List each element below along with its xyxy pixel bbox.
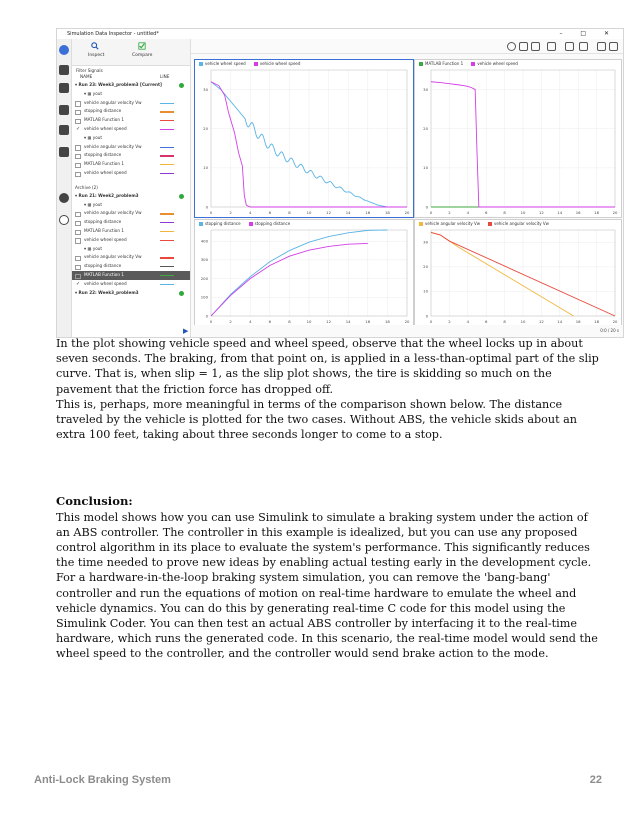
gear-icon[interactable] [609, 42, 618, 51]
signal-row[interactable] [72, 271, 190, 280]
paragraph-comparison: This is, perhaps, more meaningful in terms of the comparison shown below. The distance traveled by the vehicle is plotted for the two cases. Without ABS, the vehicle skids about an extra 100 feet, taking about three seconds longer to come to a stop. [56, 397, 578, 442]
page-number: 22 [589, 774, 602, 786]
y-tick-label: 20 [203, 126, 208, 132]
plot-2[interactable] [414, 59, 622, 218]
x-tick-label: 0 [209, 319, 213, 324]
x-tick-label: 20 [612, 319, 618, 324]
footer-title: Anti-Lock Braking System [34, 774, 171, 786]
signal-label: vehicle wheel speed [84, 126, 127, 131]
series-line [211, 230, 387, 316]
signal-label: stopping distance [84, 219, 122, 225]
sdi-screenshot [56, 28, 624, 338]
signal-label: vehicle wheel speed [84, 280, 127, 286]
left-toolbar [57, 39, 72, 337]
signal-label: stopping distance [84, 152, 122, 158]
checkbox[interactable] [75, 265, 81, 271]
x-tick-label: 20 [612, 210, 618, 215]
x-tick-label: 12 [538, 210, 544, 215]
clear-icon[interactable] [565, 42, 574, 51]
x-tick-label: 12 [326, 210, 332, 215]
checkbox-checked-icon: ✓ [76, 126, 81, 132]
legend-entry: vehicle wheel speed [254, 61, 301, 66]
checkbox[interactable] [75, 119, 81, 125]
x-tick-label: 14 [557, 210, 563, 215]
play-icon[interactable]: ▶ [183, 327, 189, 335]
run-label: ▾ Run 21: Week2_problem3 [75, 192, 139, 198]
signal-row[interactable] [72, 227, 190, 236]
paragraph-conclusion-1: This model shows how you can use Simulink to simulate a braking system under the action of an ABS controller. The controller in this example is idealized, but you can use any proposed control algorithm in its place to evaluate the system's performance. This significantly reduces the time needed to prove new ideas by enabling actual testing early in the development cycle. [56, 510, 592, 570]
pan-icon[interactable] [519, 42, 528, 51]
signal-row[interactable] [72, 253, 190, 262]
legend-entry: vehicle wheel speed [471, 61, 518, 66]
y-tick-label: 400 [200, 238, 208, 244]
run-label: ▾ Run 22: Week3_problem3 [75, 289, 139, 295]
y-tick-label: 30 [423, 239, 428, 245]
signal-label: vehicle angular velocity Vw [84, 99, 142, 105]
camera-icon[interactable] [597, 42, 606, 51]
x-tick-label: 8 [288, 319, 291, 324]
checkbox[interactable] [75, 145, 81, 151]
line-swatch [160, 147, 174, 148]
line-swatch [160, 164, 174, 165]
save-icon[interactable] [59, 83, 69, 93]
y-tick-label: 0 [205, 313, 208, 319]
checkbox[interactable] [75, 230, 81, 236]
line-swatch [160, 155, 174, 156]
x-tick-label: 16 [365, 319, 371, 324]
checkbox[interactable] [75, 274, 81, 280]
upload-icon[interactable] [59, 125, 69, 135]
x-tick-label: 18 [384, 319, 390, 324]
x-tick-label: 8 [503, 319, 506, 324]
signal-label: vehicle wheel speed [84, 236, 127, 242]
add-icon[interactable] [59, 45, 69, 55]
zoom-icon[interactable] [507, 42, 516, 51]
plot-canvas [195, 220, 413, 326]
y-tick-label: 30 [423, 86, 428, 92]
signal-row[interactable] [72, 151, 190, 160]
tab-compare[interactable]: Compare [132, 53, 153, 58]
line-swatch [160, 284, 174, 285]
signal-label: MATLAB Function 1 [84, 272, 125, 277]
plot-canvas [195, 60, 413, 217]
x-tick-label: 14 [557, 319, 563, 324]
checkbox[interactable] [75, 238, 81, 244]
signal-group-label: ▾ ▦ yout [84, 90, 103, 96]
x-tick-label: 16 [575, 210, 581, 215]
panel-tabs [72, 39, 190, 66]
x-tick-label: 12 [326, 319, 332, 324]
legend-entry: vehicle angular velocity Vw [419, 221, 480, 226]
signal-row[interactable] [72, 218, 190, 227]
signal-group-label: ▾ ▦ yout [84, 245, 103, 251]
run-status-dot [179, 83, 184, 88]
x-tick-label: 4 [466, 319, 470, 324]
run-status-dot [179, 194, 184, 199]
run-header[interactable] [72, 192, 190, 201]
x-tick-label: 18 [384, 210, 390, 215]
checkbox[interactable] [75, 212, 81, 218]
window-titlebar [57, 29, 623, 39]
x-tick-label: 2 [229, 319, 232, 324]
window-controls[interactable]: – □ ✕ [559, 30, 617, 37]
x-tick-label: 8 [503, 210, 506, 215]
checkbox[interactable] [75, 221, 81, 227]
y-tick-label: 10 [203, 165, 208, 171]
y-tick-label: 20 [423, 264, 428, 270]
signal-group[interactable] [72, 245, 190, 254]
plot-3[interactable] [194, 219, 414, 327]
x-tick-label: 16 [575, 319, 581, 324]
line-swatch [160, 173, 174, 174]
plot-1[interactable] [194, 59, 414, 218]
x-tick-label: 0 [209, 210, 213, 215]
x-tick-label: 18 [594, 210, 600, 215]
signals-panel [72, 39, 191, 337]
help-icon[interactable] [59, 215, 69, 225]
signal-row[interactable] [72, 262, 190, 271]
search-icon [91, 42, 99, 50]
x-tick-label: 2 [448, 319, 451, 324]
tab-inspect[interactable]: Inspect [88, 53, 105, 58]
y-tick-label: 30 [203, 86, 208, 92]
layout-icon[interactable] [579, 42, 588, 51]
x-tick-label: 6 [484, 319, 488, 324]
plot-canvas [415, 60, 621, 217]
x-tick-label: 4 [248, 319, 252, 324]
signal-label: vehicle angular velocity Vw [84, 254, 142, 260]
x-tick-label: 2 [448, 210, 451, 215]
signal-row[interactable] [72, 169, 190, 178]
y-tick-label: 200 [200, 275, 208, 281]
signal-group-label: ▾ ▦ yout [84, 134, 103, 140]
line-swatch [160, 120, 174, 121]
signal-label: vehicle angular velocity Vw [84, 210, 142, 216]
legend-entry: vehicle angular velocity Vw [488, 221, 549, 226]
plot-canvas [415, 220, 621, 326]
download-icon[interactable] [59, 105, 69, 115]
signal-row[interactable] [72, 160, 190, 169]
signal-label: vehicle wheel speed [84, 170, 127, 175]
x-tick-label: 0 [429, 210, 433, 215]
x-tick-label: 4 [466, 210, 470, 215]
series-line [211, 82, 406, 207]
line-swatch [160, 111, 174, 112]
signal-row[interactable] [72, 125, 190, 134]
legend-entry: stopping distance [199, 221, 241, 226]
y-tick-label: 100 [200, 294, 208, 300]
document-icon[interactable] [59, 147, 69, 157]
signal-group[interactable] [72, 201, 190, 210]
x-tick-label: 18 [594, 319, 600, 324]
line-swatch [160, 213, 174, 214]
signal-group[interactable] [72, 90, 190, 99]
x-tick-label: 4 [248, 210, 252, 215]
line-swatch [160, 240, 174, 241]
x-tick-label: 2 [229, 210, 232, 215]
x-tick-label: 6 [268, 210, 272, 215]
line-swatch [160, 231, 174, 232]
x-tick-label: 10 [306, 210, 312, 215]
legend-entry: MATLAB Function 1 [419, 61, 463, 66]
x-tick-label: 14 [345, 210, 351, 215]
conclusion-heading: Conclusion: [56, 494, 133, 509]
run-status-dot [179, 291, 184, 296]
checkbox[interactable] [75, 256, 81, 262]
line-swatch [160, 266, 174, 267]
signal-row[interactable] [72, 280, 190, 289]
column-line-label: LINE [160, 74, 170, 79]
signal-row[interactable] [72, 99, 190, 108]
signal-label: stopping distance [84, 263, 122, 269]
signal-label: MATLAB Function 1 [84, 161, 125, 167]
signal-label: MATLAB Function 1 [84, 228, 125, 233]
y-tick-label: 0 [205, 204, 208, 210]
signal-row[interactable] [72, 107, 190, 116]
checkbox-checked-icon: ✓ [76, 280, 81, 287]
checkbox[interactable] [75, 163, 81, 169]
legend-entry: stopping distance [249, 221, 291, 226]
x-tick-label: 10 [520, 319, 526, 324]
filter-label: Filter Signals [76, 68, 103, 73]
signal-row[interactable] [72, 143, 190, 152]
legend-entry: vehicle wheel speed [199, 61, 246, 66]
y-tick-label: 300 [200, 257, 208, 263]
x-tick-label: 10 [520, 210, 526, 215]
fit-icon[interactable] [531, 42, 540, 51]
settings-icon[interactable] [59, 193, 69, 203]
y-tick-label: 20 [423, 126, 428, 132]
x-tick-label: 12 [538, 319, 544, 324]
x-tick-label: 0 [429, 319, 433, 324]
signal-label: vehicle angular velocity Vw [84, 143, 142, 149]
y-tick-label: 0 [425, 313, 428, 319]
checkbox[interactable] [75, 101, 81, 107]
line-swatch [160, 129, 174, 130]
x-tick-label: 8 [288, 210, 291, 215]
checkbox[interactable] [75, 154, 81, 160]
document-body [56, 336, 601, 662]
column-name-label: NAME [80, 74, 93, 79]
cursor-icon[interactable] [547, 42, 556, 51]
line-swatch [160, 103, 174, 104]
signal-label: MATLAB Function 1 [84, 117, 125, 123]
signal-group-label: ▾ ▦ yout [84, 201, 103, 207]
archive-label: Archive (2) [75, 184, 98, 190]
checkbox[interactable] [75, 110, 81, 116]
x-tick-label: 16 [365, 210, 371, 215]
signal-group[interactable] [72, 134, 190, 143]
line-swatch [160, 275, 174, 276]
x-tick-label: 6 [484, 210, 488, 215]
y-tick-label: 0 [425, 204, 428, 210]
line-swatch [160, 257, 174, 258]
x-tick-label: 6 [268, 319, 272, 324]
plot-4[interactable] [414, 219, 622, 327]
checkbox[interactable] [75, 172, 81, 178]
signal-row[interactable] [72, 116, 190, 125]
y-tick-label: 10 [423, 288, 428, 294]
signal-row[interactable] [72, 209, 190, 218]
compare-icon [138, 42, 146, 50]
signal-label: stopping distance [84, 108, 122, 114]
run-header[interactable] [72, 289, 190, 298]
x-tick-label: 10 [306, 319, 312, 324]
signal-row[interactable] [72, 236, 190, 245]
folder-icon[interactable] [59, 65, 69, 75]
paragraph-observation: In the plot showing vehicle speed and wheel speed, observe that the wheel locks up in about seven seconds. The braking, from that point on, is applied in a less-than-optimal part of the slip curve. That is, when slip = 1, as the slip plot shows, the tire is skidding so much on the pavement that the friction force has dropped off. [56, 337, 599, 396]
page-footer [34, 774, 602, 786]
paragraph-conclusion-2: For a hardware-in-the-loop braking system simulation, you can remove the 'bang-bang' controller and run the equations of motion on real-time hardware to emulate the wheel and vehicle dynamics. You can do this by generating real-time C code for this model using the Simulink Coder. You can then test an actual ABS controller by interfacing it to the real-time hardware, which runs the generated code. In this scenario, the real-time model would send the wheel speed to the controller, and the controller would send brake action to the mode. [56, 571, 598, 661]
x-tick-label: 20 [404, 319, 410, 324]
x-tick-label: 14 [345, 319, 351, 324]
time-readout: 0:0 / 20 s [600, 328, 619, 333]
run-label: ▾ Run 23: Week3_problem3 [Current] [75, 82, 162, 87]
y-tick-label: 10 [423, 165, 428, 171]
line-swatch [160, 222, 174, 223]
plot-toolbar [191, 39, 623, 54]
x-tick-label: 20 [404, 210, 410, 215]
run-header[interactable] [72, 81, 190, 90]
window-title: Simulation Data Inspector - untitled* [67, 31, 159, 37]
series-line [431, 232, 574, 316]
